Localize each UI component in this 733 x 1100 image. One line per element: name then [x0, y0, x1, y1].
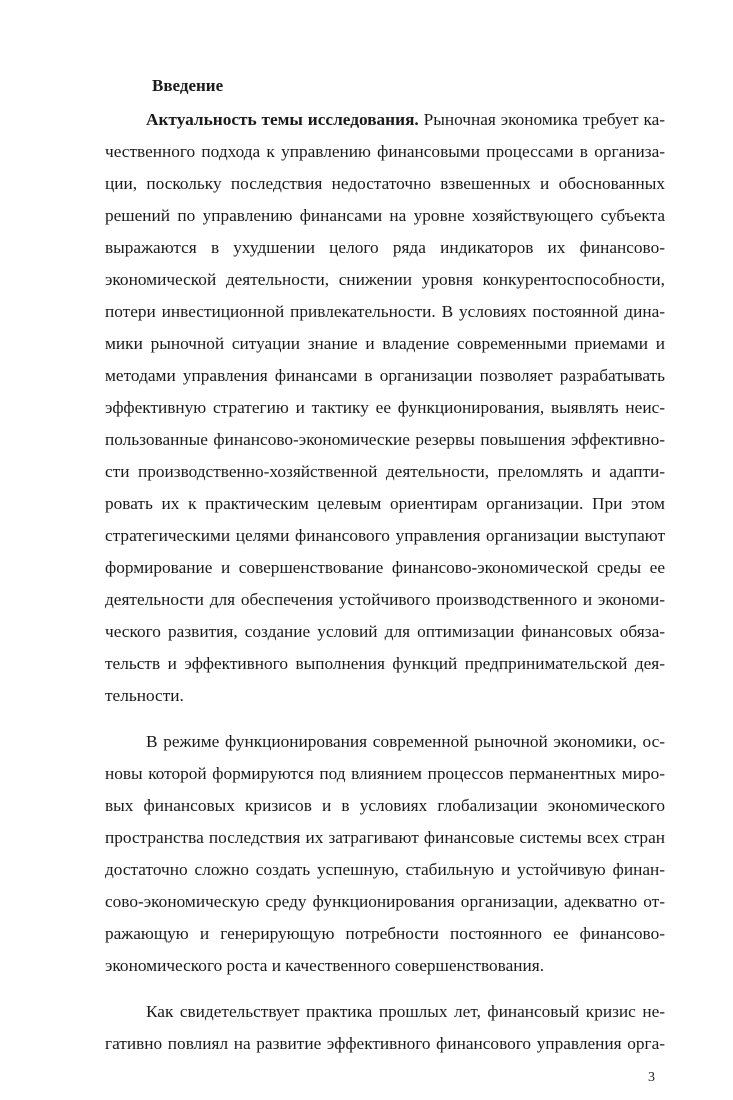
section-heading: Введение: [152, 76, 224, 95]
text-line: тельности.: [105, 686, 184, 705]
text-line: новы которой формируются под влиянием процессов перманентных миро-: [105, 764, 665, 783]
text-line: выражаются в ухудшении целого ряда индикаторов их финансово-: [105, 238, 665, 257]
text-line: пользованные финансово-экономические резервы повышения эффективно-: [105, 430, 665, 449]
text-line: [146, 108, 665, 132]
text-line: вых финансовых кризисов и в условиях глобализации экономического: [105, 796, 665, 815]
text-line: формирование и совершенствование финансово-экономической среды ее: [105, 558, 665, 577]
text-line: ровать их к практическим целевым ориентирам организации. При этом: [105, 494, 665, 513]
text-line: потери инвестиционной привлекательности. В условиях постоянной дина-: [105, 302, 665, 321]
text-line: ражающую и генерирующую потребности постоянного ее финансово-: [105, 924, 665, 943]
text-line: деятельности для обеспечения устойчивого производственного и экономи-: [105, 590, 665, 609]
text-line: сово-экономическую среду функционирования организации, адекватно от-: [105, 892, 665, 911]
text-line: решений по управлению финансами на уровне хозяйствующего субъекта: [105, 206, 665, 225]
text-line: достаточно сложно создать успешную, стабильную и устойчивую финан-: [105, 860, 665, 879]
text-line: мики рыночной ситуации знание и владение современными приемами и: [105, 334, 665, 353]
text-line: экономического роста и качественного совершенствования.: [105, 956, 545, 975]
text-line: пространства последствия их затрагивают финансовые системы всех стран: [105, 828, 665, 847]
text-line: В режиме функционирования современной рыночной экономики, ос-: [146, 732, 665, 751]
text-line: методами управления финансами в организации позволяет разрабатывать: [105, 366, 665, 385]
text-line: ческого развития, создание условий для оптимизации финансовых обяза-: [105, 622, 665, 641]
text-line: гативно повлиял на развитие эффективного финансового управления орга-: [105, 1034, 665, 1053]
text-line: экономической деятельности, снижении уровня конкурентоспособности,: [105, 270, 665, 289]
page-number: 3: [648, 1070, 655, 1085]
text-line: ции, поскольку последствия недостаточно взвешенных и обоснованных: [105, 174, 665, 193]
text-line: эффективную стратегию и тактику ее функционирования, выявлять неис-: [105, 398, 665, 417]
text-line: тельств и эффективного выполнения функций предпринимательской дея-: [105, 654, 665, 673]
text-line: сти производственно-хозяйственной деятельности, преломлять и адапти-: [105, 462, 665, 481]
paragraph-lead: Актуальность темы исследования.: [146, 110, 419, 129]
text-line: Как свидетельствует практика прошлых лет, финансовый кризис не-: [146, 1002, 665, 1021]
text-line-rest: Рыночная экономика требует ка-: [418, 110, 665, 129]
text-line: чественного подхода к управлению финансовыми процессами в организа-: [105, 142, 665, 161]
text-line: стратегическими целями финансового управления организации выступают: [105, 526, 665, 545]
